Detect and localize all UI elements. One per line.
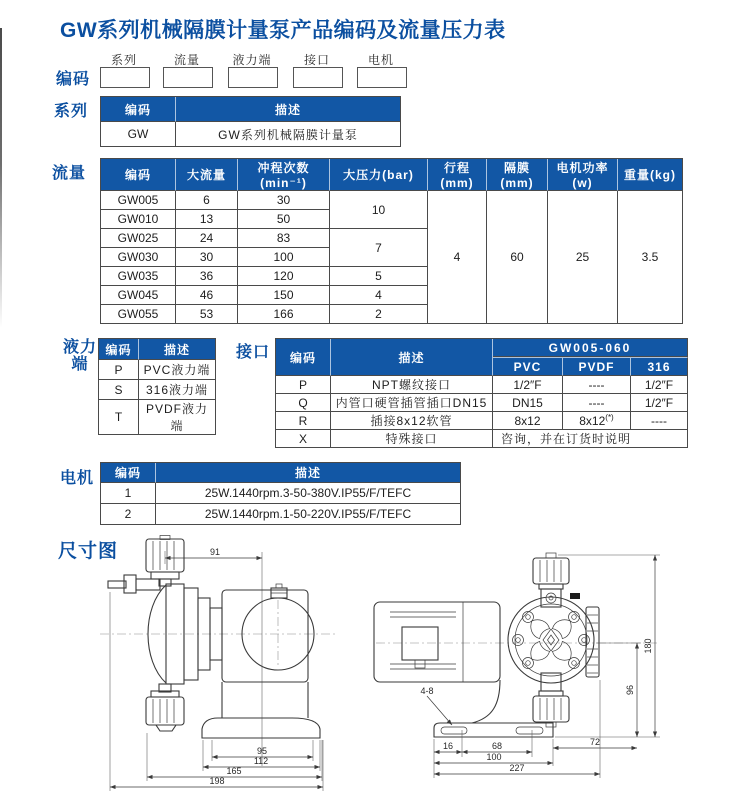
dim-label-91: 91	[209, 547, 221, 557]
motor-desc: 25W.1440rpm.1-50-220V.IP55/F/TEFC	[156, 504, 461, 525]
interface-pvdf: ----	[563, 376, 631, 394]
hydraulic-end-header-row	[99, 339, 216, 360]
dim-label-198: 198	[209, 776, 225, 786]
hydraulic-end-desc: PVDF液力端	[139, 400, 216, 435]
interface-pvdf	[563, 412, 631, 430]
series-header-row	[101, 97, 401, 122]
flow-shared-weight: 3.5	[618, 191, 683, 324]
dim-label-112: 112	[253, 756, 269, 766]
flow-pressure-group-3: 5	[330, 267, 428, 286]
coding-field-label-motor: 电机	[367, 53, 394, 67]
coding-field-label-series: 系列	[110, 53, 137, 67]
interface-header-316: 316	[631, 357, 688, 376]
hydraulic-end-row-t	[99, 400, 216, 435]
flow-shared-stroke-mm: 4	[428, 191, 487, 324]
flow-header-pressure: 大压力(bar)	[330, 159, 428, 191]
interface-pvc: 8x12	[493, 412, 563, 430]
flow-pressure-group-1: 10	[330, 191, 428, 229]
hydraulic-end-label-line2: 端	[71, 356, 89, 373]
coding-box-motor	[357, 67, 407, 88]
flow-max-flow: 24	[176, 229, 238, 248]
hydraulic-end-desc: PVC液力端	[139, 360, 216, 380]
interface-316: 1/2″F	[631, 394, 688, 412]
flow-section-label: 流量	[52, 165, 87, 182]
interface-row-q	[276, 394, 688, 412]
flow-max-flow: 30	[176, 248, 238, 267]
interface-merged-note: 咨询，并在订货时说明	[493, 430, 688, 448]
interface-pvc: 1/2″F	[493, 376, 563, 394]
interface-desc: 内管口硬管插管插口DN15	[331, 394, 493, 412]
flow-header-code: 编码	[101, 159, 176, 191]
dim-label-165: 165	[226, 766, 242, 776]
hydraulic-end-label-line1: 液力	[62, 339, 97, 356]
flow-strokes: 120	[238, 267, 330, 286]
flow-strokes: 100	[238, 248, 330, 267]
flow-pressure-group-4: 4	[330, 286, 428, 305]
page-title: GW系列机械隔膜计量泵产品编码及流量压力表	[60, 19, 506, 42]
flow-max-flow: 36	[176, 267, 238, 286]
flow-shared-power: 25	[548, 191, 618, 324]
flow-pressure-group-5: 2	[330, 305, 428, 324]
hydraulic-end-code: S	[99, 380, 139, 400]
interface-316: 1/2″F	[631, 376, 688, 394]
dim-label-holes: 4-8	[420, 686, 434, 696]
interface-pvdf-value: 8x12	[579, 414, 606, 428]
series-table	[100, 96, 401, 147]
series-desc: GW系列机械隔膜计量泵	[176, 122, 401, 147]
dim-label-227: 227	[509, 763, 525, 773]
flow-header-weight: 重量(kg)	[618, 159, 683, 191]
hydraulic-end-code: T	[99, 400, 139, 435]
flow-max-flow: 53	[176, 305, 238, 324]
hydraulic-end-section-label	[62, 339, 98, 373]
flow-code: GW030	[101, 248, 176, 267]
hydraulic-end-desc: 316液力端	[139, 380, 216, 400]
dim-label-68: 68	[491, 741, 503, 751]
flow-header-row	[101, 159, 683, 191]
dim-label-100: 100	[486, 752, 502, 762]
interface-header-row-1	[276, 339, 688, 357]
hydraulic-end-header-code: 编码	[99, 339, 139, 360]
series-code: GW	[101, 122, 176, 147]
front-view-outline	[374, 553, 660, 737]
coding-field-label-interface: 接口	[303, 53, 330, 67]
flow-table	[100, 158, 683, 324]
series-header-desc: 描述	[176, 97, 401, 122]
flow-pressure-group-2: 7	[330, 229, 428, 267]
interface-header-pvdf: PVDF	[563, 357, 631, 376]
interface-code: X	[276, 430, 331, 448]
motor-code: 2	[101, 504, 156, 525]
dim-label-95: 95	[256, 746, 268, 756]
motor-header-row	[101, 463, 461, 483]
interface-header-group: GW005-060	[493, 339, 688, 357]
coding-field-label-flow: 流量	[173, 53, 200, 67]
flow-code: GW045	[101, 286, 176, 305]
series-header-code: 编码	[101, 97, 176, 122]
motor-header-code: 编码	[101, 463, 156, 483]
coding-section-label: 编码	[56, 71, 91, 88]
coding-box-flow	[163, 67, 213, 88]
motor-header-desc: 描述	[156, 463, 461, 483]
hydraulic-end-code: P	[99, 360, 139, 380]
interface-pvdf: ----	[563, 394, 631, 412]
coding-box-series	[100, 67, 150, 88]
interface-desc: 特殊接口	[331, 430, 493, 448]
dim-label-16: 16	[442, 741, 454, 751]
interface-row-p	[276, 376, 688, 394]
flow-code: GW025	[101, 229, 176, 248]
motor-table	[100, 462, 461, 525]
motor-desc: 25W.1440rpm.3-50-380V.IP55/F/TEFC	[156, 483, 461, 504]
flow-max-flow: 46	[176, 286, 238, 305]
coding-box-hydraulic-end	[228, 67, 278, 88]
dim-label-72: 72	[589, 737, 601, 747]
dim-label-180: 180	[643, 638, 653, 654]
pump-front-view-drawing	[370, 545, 670, 790]
motor-code: 1	[101, 483, 156, 504]
dim-label-96: 96	[625, 684, 635, 696]
flow-row-gw005	[101, 191, 683, 210]
flow-header-strokes: 冲程次数(min⁻¹)	[238, 159, 330, 191]
interface-table	[275, 338, 688, 448]
flow-code: GW010	[101, 210, 176, 229]
hydraulic-end-row-s	[99, 380, 216, 400]
interface-code: P	[276, 376, 331, 394]
side-view-outline	[100, 536, 336, 767]
flow-header-max-flow: 大流量	[176, 159, 238, 191]
coding-box-interface	[293, 67, 343, 88]
hydraulic-end-table	[98, 338, 216, 435]
flow-strokes: 150	[238, 286, 330, 305]
flow-code: GW035	[101, 267, 176, 286]
interface-code: R	[276, 412, 331, 430]
interface-code: Q	[276, 394, 331, 412]
interface-pvc: DN15	[493, 394, 563, 412]
flow-max-flow: 13	[176, 210, 238, 229]
interface-desc: 插接8x12软管	[331, 412, 493, 430]
interface-row-x	[276, 430, 688, 448]
motor-row-2	[101, 504, 461, 525]
interface-row-r	[276, 412, 688, 430]
hydraulic-end-row-p	[99, 360, 216, 380]
flow-header-power: 电机功率(w)	[548, 159, 618, 191]
series-row	[101, 122, 401, 147]
hydraulic-end-header-desc: 描述	[139, 339, 216, 360]
coding-field-label-hydraulic-end: 液力端	[232, 53, 272, 67]
interface-header-pvc: PVC	[493, 357, 563, 376]
interface-316: ----	[631, 412, 688, 430]
series-section-label: 系列	[54, 103, 89, 120]
lever-tab	[570, 593, 580, 599]
flow-shared-diaphragm: 60	[487, 191, 548, 324]
flow-strokes: 30	[238, 191, 330, 210]
dimensions-section-label: 尺寸图	[58, 541, 119, 562]
interface-pvdf-note: (*)	[605, 413, 614, 422]
side-view-dimensions	[110, 547, 323, 791]
interface-section-label: 接口	[236, 344, 271, 361]
interface-header-code: 编码	[276, 339, 331, 376]
flow-header-diaphragm: 隔膜(mm)	[487, 159, 548, 191]
flow-max-flow: 6	[176, 191, 238, 210]
flow-code: GW005	[101, 191, 176, 210]
interface-desc: NPT螺纹接口	[331, 376, 493, 394]
motor-section-label: 电机	[60, 470, 95, 487]
motor-row-1	[101, 483, 461, 504]
flow-strokes: 50	[238, 210, 330, 229]
flow-strokes: 166	[238, 305, 330, 324]
flow-strokes: 83	[238, 229, 330, 248]
pump-side-view-drawing	[95, 535, 340, 795]
interface-header-desc: 描述	[331, 339, 493, 376]
flow-header-stroke-mm: 行程(mm)	[428, 159, 487, 191]
flow-code: GW055	[101, 305, 176, 324]
page-edge-shadow	[0, 28, 2, 328]
